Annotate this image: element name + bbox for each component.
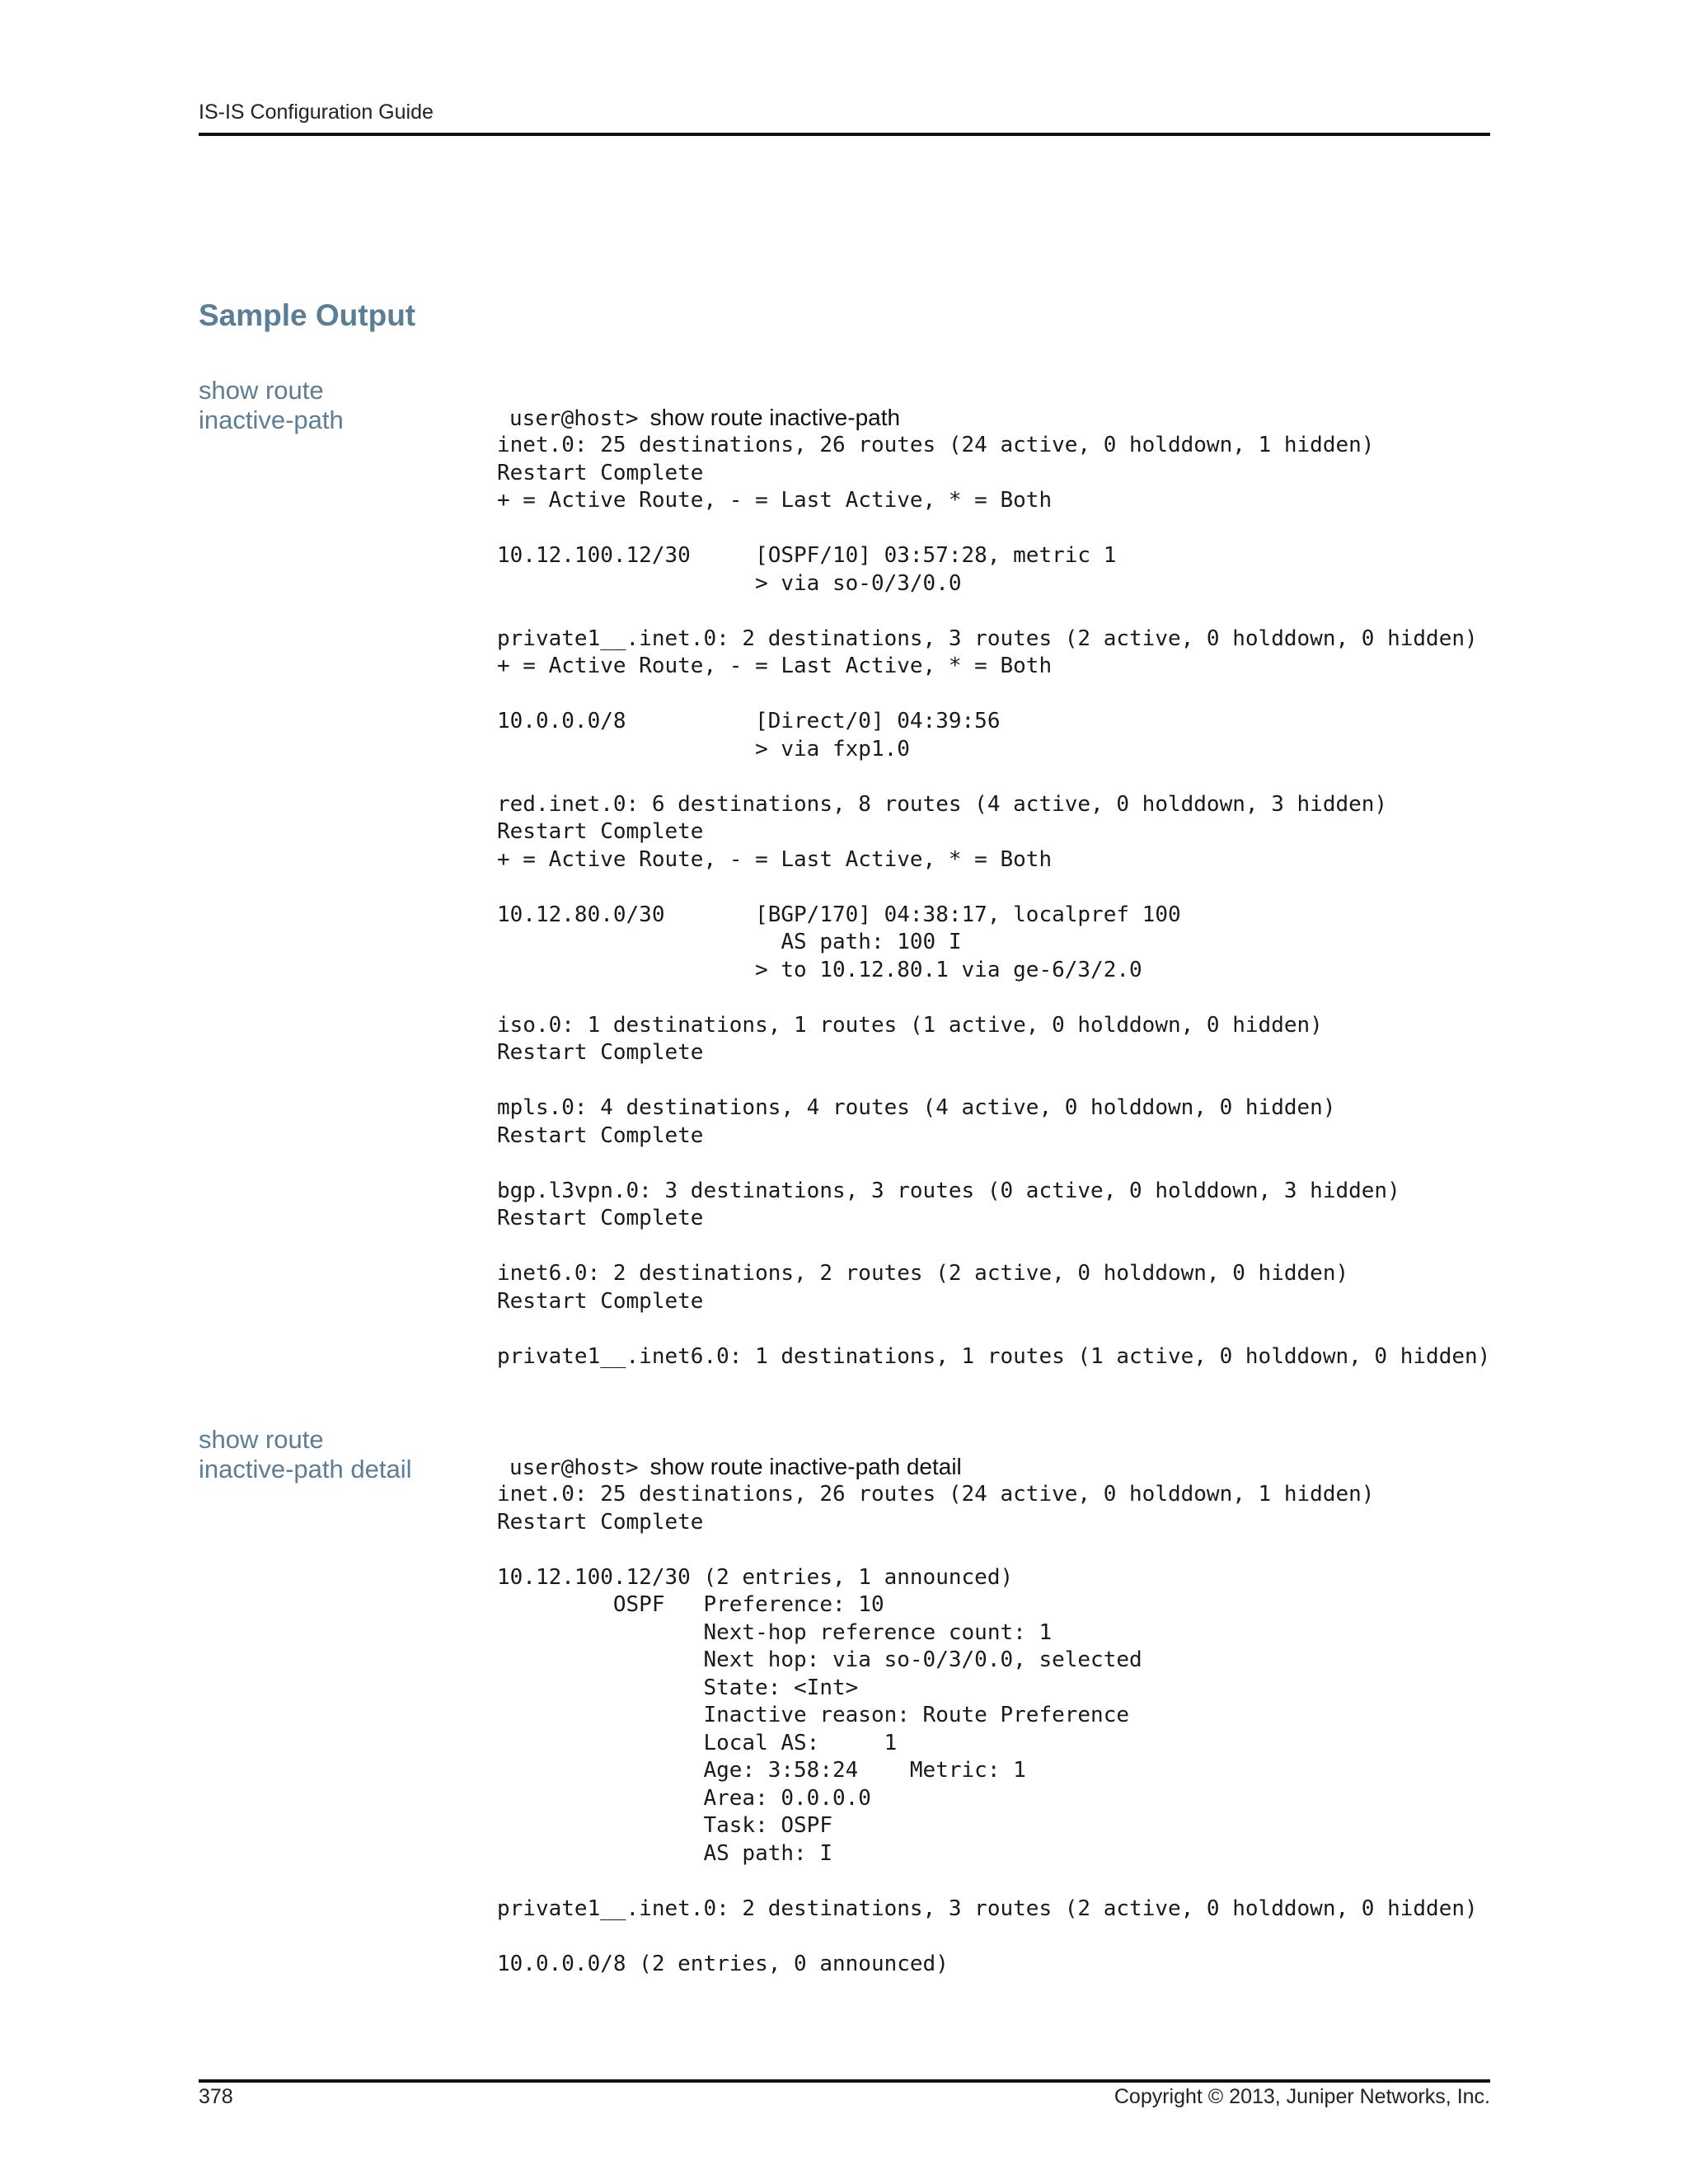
- cli-command: show route inactive-path: [649, 405, 901, 430]
- cli-prompt: user@host>: [509, 1455, 639, 1480]
- cli-command: show route inactive-path detail: [649, 1454, 962, 1479]
- cli-prompt: user@host>: [509, 406, 639, 431]
- command-line-inactive-path-detail: [497, 1428, 962, 1480]
- command-line-inactive-path: [497, 379, 900, 431]
- cli-output-inactive-path-detail: inet.0: 25 destinations, 26 routes (24 active, 0 holddown, 1 hidden) Restart Complete 10.12.100.12/30 (2 entries, 1 announced) OSPF Preference: 10 Next-hop reference count: 1 Next hop: via so-0/3/0.0, selected State: <Int> Inactive reason: Route Preference Local AS: 1 Age: 3:58:24 Metric: 1 Area: 0.0.0.0 Task: OSPF AS path: I private1__.inet.0: 2 destinations, 3 routes (2 active, 0 holddown, 0 hidden) 10.0.0.0/8 (2 entries, 0 announced): [497, 1482, 1478, 1976]
- example-label-inactive-path-detail: show route inactive-path detail: [199, 1425, 412, 1483]
- page-number: 378: [199, 2085, 233, 2108]
- running-header: IS-IS Configuration Guide: [199, 101, 434, 124]
- header-divider: [199, 133, 1490, 136]
- example-label-inactive-path: show route inactive-path: [199, 376, 344, 434]
- copyright-notice: Copyright © 2013, Juniper Networks, Inc.: [1114, 2085, 1490, 2108]
- section-heading: Sample Output: [199, 298, 416, 332]
- cli-output-inactive-path: inet.0: 25 destinations, 26 routes (24 active, 0 holddown, 1 hidden) Restart Complete + = Active Route, - = Last Active, * = Both 10.12.100.12/30 [OSPF/10] 03:57:28, metric 1 > via so-0/3/0.0 private1__.inet.0: 2 destinations, 3 routes (2 active, 0 holddown, 0 hidden) + = Active Route, - = Last Active, * = Both 10.0.0.0/8 [Direct/0] 04:39:56 > via fxp1.0 red.inet.0: 6 destinations, 8 routes (4 active, 0 holddown, 3 hidden) Restart Complete + = Active Route, - = Last Active, * = Both 10.12.80.0/30 [BGP/170] 04:38:17, localpref 100 AS path: 100 I > to 10.12.80.1 via ge-6/3/2.0 iso.0: 1 destinations, 1 routes (1 active, 0 holddown, 0 hidden) Restart Complete mpls.0: 4 destinations, 4 routes (4 active, 0 holddown, 0 hidden) Restart Complete bgp.l3vpn.0: 3 destinations, 3 routes (0 active, 0 holddown, 3 hidden) Restart Complete inet6.0: 2 destinations, 2 routes (2 active, 0 holddown, 0 hidden) Restart Complete private1__.inet6.0: 1 destinations, 1 routes (1 active, 0 holddown, 0 hidden): [497, 433, 1491, 1369]
- footer-divider: [199, 2079, 1490, 2083]
